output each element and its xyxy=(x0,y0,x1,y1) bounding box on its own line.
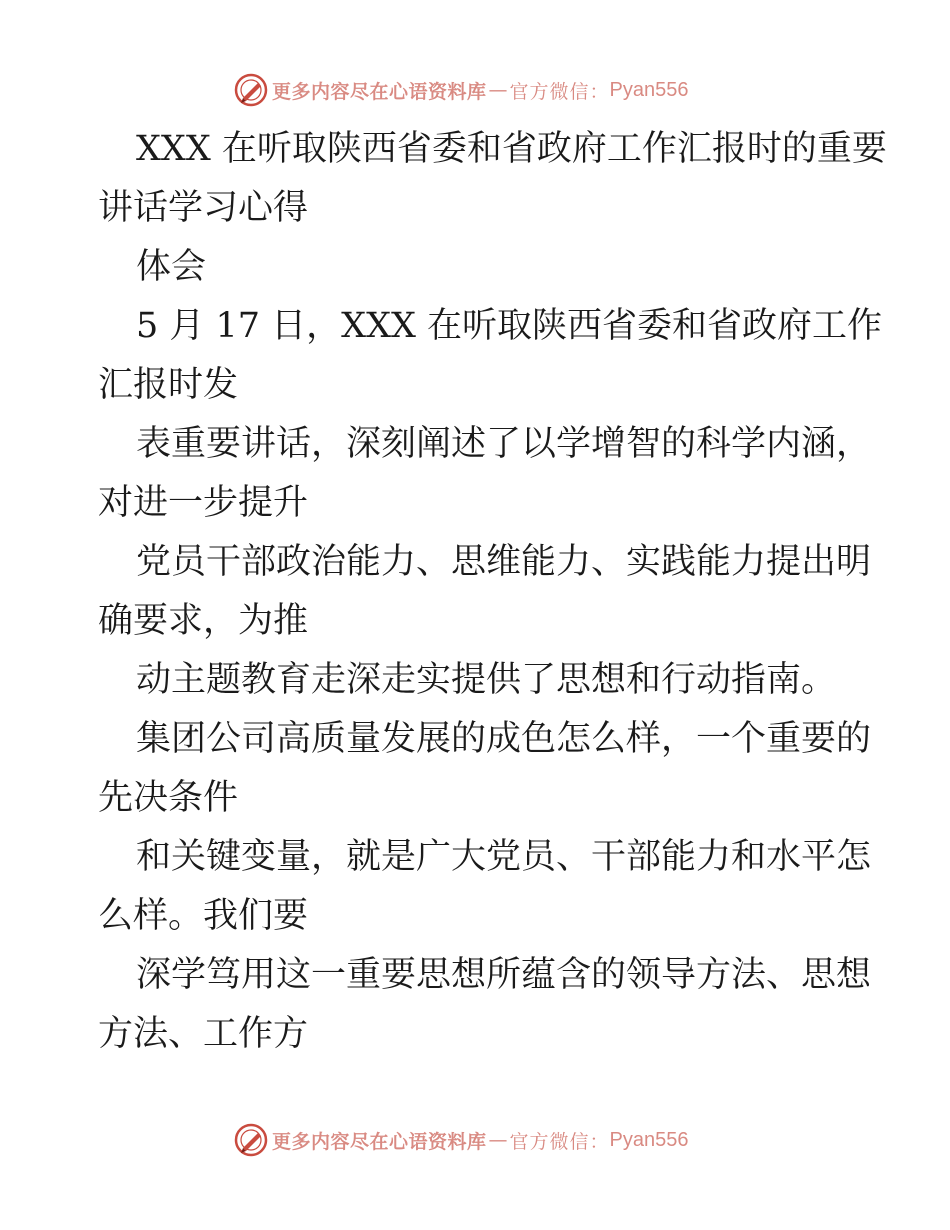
header-watermark xyxy=(234,72,689,108)
text-line: 先决条件 xyxy=(98,778,239,818)
watermark-title: 更多内容尽在心语资料库 xyxy=(272,1130,487,1153)
text-line: 动主题教育走深走实提供了思想和行动指南。 xyxy=(136,660,837,700)
footer-watermark xyxy=(234,1122,689,1158)
text-line: 表重要讲话，深刻阐述了以学增智的科学内涵， xyxy=(136,424,872,464)
watermark-wechat-id: Pyan556 xyxy=(609,78,689,101)
watermark-separator: — xyxy=(488,1129,508,1151)
text-line: 对进一步提升 xyxy=(98,483,309,523)
watermark-title: 更多内容尽在心语资料库 xyxy=(272,80,487,103)
pen-logo-icon xyxy=(234,1123,268,1157)
watermark-wechat-label: 官方微信： xyxy=(509,1130,610,1153)
text-line: 方法、工作方 xyxy=(98,1014,309,1054)
watermark-separator: — xyxy=(488,79,508,101)
text-line: 确要求，为推 xyxy=(98,601,309,641)
watermark-wechat-label: 官方微信： xyxy=(509,80,610,103)
text-line: 么样。我们要 xyxy=(98,896,309,936)
title-line-1: XXX 在听取陕西省委和省政府工作汇报时的重要 xyxy=(136,129,887,169)
text-line: 和关键变量，就是广大党员、干部能力和水平怎 xyxy=(136,837,872,877)
text-line: 党员干部政治能力、思维能力、实践能力提出明 xyxy=(136,542,872,582)
title-line-2: 讲话学习心得 xyxy=(98,188,309,228)
text-line: 汇报时发 xyxy=(98,365,239,405)
text-line: 深学笃用这一重要思想所蕴含的领导方法、思想 xyxy=(136,955,872,995)
text-line: 体会 xyxy=(136,247,207,287)
text-line: 5 月 17 日，XXX 在听取陕西省委和省政府工作 xyxy=(136,306,883,346)
watermark-wechat-id: Pyan556 xyxy=(609,1128,689,1151)
text-line: 集团公司高质量发展的成色怎么样，一个重要的 xyxy=(136,719,872,759)
pen-logo-icon xyxy=(234,73,268,107)
